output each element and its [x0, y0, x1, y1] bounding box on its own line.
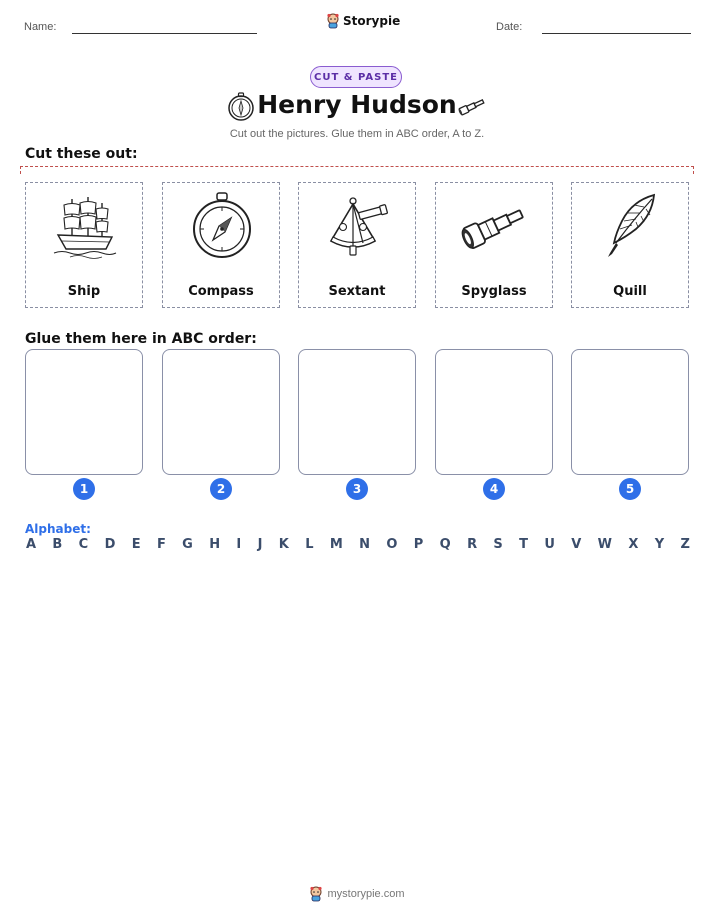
footer — [0, 886, 714, 902]
alphabet-letter: X — [628, 537, 639, 552]
alphabet-letter: A — [26, 537, 37, 552]
card-label: Compass — [188, 284, 254, 299]
page-title: Henry Hudson — [257, 90, 457, 119]
alphabet-letter: J — [257, 537, 263, 552]
glue-slot-1[interactable] — [25, 349, 143, 475]
spyglass-icon — [460, 191, 530, 261]
alphabet-heading: Alphabet: — [25, 522, 91, 536]
alphabet-letter: F — [156, 537, 166, 552]
cut-card-spyglass[interactable] — [435, 182, 553, 308]
cut-card-ship[interactable] — [25, 182, 143, 308]
compass-icon — [187, 191, 257, 261]
card-label: Ship — [67, 284, 101, 299]
ship-icon — [50, 191, 120, 261]
alphabet-letter: G — [182, 537, 193, 552]
glue-section-heading: Glue them here in ABC order: — [25, 331, 257, 347]
brand-logo — [326, 13, 400, 29]
alphabet-letter: W — [597, 537, 613, 552]
alphabet-letter: H — [209, 537, 221, 552]
alphabet-letter: M — [329, 537, 343, 552]
activity-badge: CUT & PASTE — [310, 66, 402, 88]
date-label: Date: — [496, 21, 523, 33]
cut-card-quill[interactable] — [571, 182, 689, 308]
alphabet-letter: S — [493, 537, 503, 552]
date-line[interactable] — [542, 33, 691, 34]
slot-number-badge: 2 — [210, 478, 232, 500]
alphabet-letter: R — [467, 537, 478, 552]
storypie-mascot-icon — [326, 13, 340, 29]
slot-number-badge: 1 — [73, 478, 95, 500]
alphabet-letter: O — [386, 537, 398, 552]
alphabet-letter: U — [544, 537, 555, 552]
alphabet-letter: T — [519, 537, 529, 552]
alphabet-letter: E — [131, 537, 141, 552]
footer-url[interactable]: mystorypie.com — [327, 888, 405, 900]
cut-section-heading: Cut these out: — [25, 146, 138, 162]
card-label: Spyglass — [461, 284, 527, 299]
alphabet-letter: Z — [680, 537, 690, 552]
alphabet-letter: D — [104, 537, 116, 552]
card-label: Quill — [613, 284, 647, 299]
glue-slot-4[interactable] — [435, 349, 553, 475]
name-label: Name: — [24, 21, 57, 33]
cut-card-compass[interactable] — [162, 182, 280, 308]
quill-icon — [596, 191, 666, 261]
alphabet-letter: P — [413, 537, 424, 552]
alphabet-letter: Y — [654, 537, 665, 552]
slot-number-badge: 5 — [619, 478, 641, 500]
cut-card-sextant[interactable] — [298, 182, 416, 308]
alphabet-letter: L — [305, 537, 314, 552]
slot-number-badge: 3 — [346, 478, 368, 500]
alphabet-letter: I — [236, 537, 242, 552]
sextant-icon — [323, 191, 393, 261]
spyglass-icon — [456, 94, 488, 118]
storypie-mascot-icon — [309, 886, 323, 902]
alphabet-letter: B — [52, 537, 63, 552]
alphabet-letter: V — [571, 537, 582, 552]
glue-slot-3[interactable] — [298, 349, 416, 475]
name-line[interactable] — [72, 33, 257, 34]
alphabet-letter: K — [278, 537, 289, 552]
glue-slot-2[interactable] — [162, 349, 280, 475]
cut-line — [20, 166, 694, 174]
instructions-text: Cut out the pictures. Glue them in ABC order, A to Z. — [229, 128, 485, 140]
alphabet-letter: C — [78, 537, 89, 552]
alphabet-letter: Q — [439, 537, 451, 552]
alphabet-letter: N — [359, 537, 371, 552]
card-label: Sextant — [328, 284, 386, 299]
glue-slot-5[interactable] — [571, 349, 689, 475]
brand-name: Storypie — [343, 14, 401, 28]
alphabet-row — [26, 537, 690, 552]
slot-number-badge: 4 — [483, 478, 505, 500]
